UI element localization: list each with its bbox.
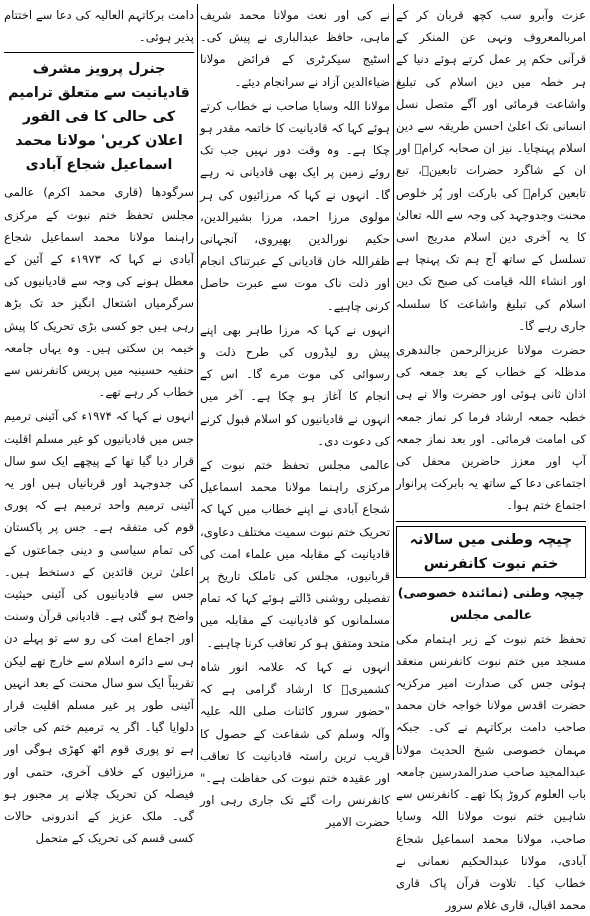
column-divider	[197, 4, 198, 760]
paragraph: انہوں نے کہا کہ علامہ انور شاہ کشمیریؒ کا ارشاد گرامی ہے کہ "حضور سرور کائنات صلی اللہ علیہ وآلہ وسلم کی شفاعت کے حصول کا قریب ترین راستہ قادیانیت کا تعاقب اور عقیدہ ختم نبوت کی حفاظت ہے۔" کانفرنس رات گئے تک جاری رہی اور حضرت الامیر	[200, 659, 390, 830]
paragraph: سرگودھا (قاری محمد اکرم) عالمی مجلس تحفظ ختم نبوت کے مرکزی راہنما مولانا محمد اسماعیل شجاع آبادی نے کہا کہ ۱۹۷۳ء کے آئین کے معطل ہونے کی وجہ سے قادیانیوں کی سرگرمیاں اشتعال انگیز حد تک بڑھ رہی ہیں جو کسی بڑی تحریک کا پیش خیمہ بن سکتی ہیں۔ وہ یہاں جامعہ حنفیہ حسینیہ میں پریس کانفرنس سے خطاب کر رہے تھے۔	[4, 185, 194, 400]
article-heading: جنرل پرویز مشرف قادیانیت سے متعلق ترامیم کی حالی کا فی الفور اعلان کریں' مولانا محمد اسماعیل شجاع آبادی	[8, 61, 190, 174]
paragraph: دامت برکاتہم العالیہ کی دعا سے اختتام پذیر ہوئی۔	[4, 8, 194, 45]
column-left	[4, 4, 194, 846]
paragraph: انہوں نے کہا کہ مرزا طاہر بھی اپنے پیش رو لیڈروں کی طرح ذلت و رسوائی کی موت مرے گا۔ اس کے انجام کا آغاز ہو چکا ہے۔ آخر میں انہوں نے قادیانیوں کو اسلام قبول کرنے کی دعوت دی۔	[200, 322, 390, 448]
article-heading: چیچہ وطنی میں سالانہ ختم نبوت کانفرنس	[396, 526, 586, 578]
article-byline: چیچہ وطنی (نمائندہ خصوصی) عالمی مجلس	[397, 584, 585, 622]
paragraph: نے کی اور نعت مولانا محمد شریف ماہی، حافظ عبدالباری نے پیش کی۔ اسٹیج سیکرٹری کے فرائض مولانا ضیاءالدین آزاد نے سرانجام دیئے۔	[200, 8, 390, 89]
column-middle	[200, 4, 390, 830]
paragraph: تحفظ ختم نبوت کے زیر اہتمام مکی مسجد میں ختم نبوت کانفرنس منعقد ہوئی جس کی صدارت امیر مرکزیہ حضرت اقدس مولانا خواجہ خان محمد صاحب دامت برکاتہم نے کی۔ جبکہ مہمان خصوصی شیخ الحدیث مولانا عبدالمجید صاحب صدرالمدرسین جامعہ باب العلوم کروڑ پکا تھے۔ کانفرنس سے شاہین ختم نبوت مولانا اللہ وسایا صاحب، مولانا محمد اسماعیل شجاع آبادی، مولانا عبدالحکیم نعمانی نے خطاب کیا۔ تلاوت قرآن پاک قاری محمد اقبال، قاری غلام سرور	[396, 631, 586, 913]
paragraph: عزت وآبرو سب کچھ قربان کر کے امربالمعروف ونہی عن المنکر کے قرآنی حکم پر عمل کرتے ہوئے دنیا کے ہر خطہ میں دین اسلام کی تبلیغ واشاعت فرمائی اور آگے متصل نسل انسانی تک اعلیٰ احسن طریقہ سے دین اسلام پہنچایا۔ نیز ان صحابہ کرامؓ اور ان کے شاگرد حضرات تابعینؒ، تبع تابعین کرامؒ کی بارکت اور پُر خلوص محنت وجدوجہد کی وجہ سے اللہ تعالیٰ کا یہ آخری دین اسلام مدریج اسی تسلسل کے ساتھ آج ہم تک پہنچا ہے اور انشاء اللہ قیامت کی صبح تک دین اسلام کی تبلیغ واشاعت کا سلسلہ جاری رہے گا۔	[396, 8, 586, 333]
divider	[396, 521, 586, 522]
paragraph: انہوں نے کہا کہ ۱۹۷۴ء کی آئینی ترمیم جس میں قادیانیوں کو غیر مسلم اقلیت قرار دیا گیا تھا کے پیچھے ایک سو سال کی جدوجہد اور قربانیاں ہیں اور یہ آئینی ترمیم واحد ترمیم ہے کہ پوری قوم کی متفقہ ہے۔ جس پر پاکستان کی تمام سیاسی و دینی جماعتوں کے اعلیٰ ترین قائدین کے دستخط ہیں۔ جس سے قادیانیوں کی آئینی حیثیت واضح ہو گئی ہے۔ قادیانی قرآن وسنت اور اجماع امت کی رو سے تو پہلے دن ہی سے دائرہ اسلام سے خارج تھے لیکن تقریباً ایک سو سال محنت کے بعد انہیں آئینی طور پر غیر مسلم اقلیت قرار دلوایا گیا۔ اگر یہ ترمیم ختم کی جاتی ہے تو پوری قوم اٹھ کھڑی ہوگی اور مرزائیوں کے خلاف آخری، حتمی اور فیصلہ کن تحریک چلانے پر مجبور ہو گی۔ ملک عزیز کے اندرونی حالات کسی قسم کی تحریک کے متحمل	[4, 409, 194, 846]
column-right	[396, 4, 586, 913]
divider	[4, 52, 194, 53]
column-divider	[393, 4, 394, 760]
paragraph: مولانا اللہ وسایا صاحب نے خطاب کرتے ہوئے کہا کہ قادیانیت کا خاتمہ مقدر ہو چکا ہے۔ وہ وقت دور نہیں جب تک روئے زمین پر ایک بھی قادیانی نہ رہے گا۔ انہوں نے کہا کہ مرزائیوں کی ہر مولوی مرزا احمد، مرزا بشیرالدین، حکیم نورالدین بھیروی، آنجہانی ظفراللہ خان قادیانی کے عبرتناک انجام اور ذلت ناک موت سے عبرت حاصل کرنی چاہیے۔	[200, 98, 390, 313]
paragraph: عالمی مجلس تحفظ ختم نبوت کے مرکزی راہنما مولانا محمد اسماعیل شجاع آبادی نے اپنے خطاب میں کہا کہ تحریک ختم نبوت سمیت مختلف دعاوی، قادیانیت کے مقابلہ میں علماء امت کی قربانیوں، مجلس کی تاملک تاریخ پر تفصیلی روشنی ڈالتے ہوئے کہا کہ تمام مسلمانوں کو قادیانیت کے مقابلہ میں متحد ومتفق ہو کر تعاقب کرنا چاہیے۔	[200, 458, 390, 650]
paragraph: حضرت مولانا عزیزالرحمن جالندھری مدظلہ کے خطاب کے بعد جمعہ کی اذان ثانی ہوئی اور حضرت والا نے ہی خطبہ جمعہ ارشاد فرما کر نماز جمعہ کی امامت فرمائی۔ اور بعد نماز جمعہ آپ اور معزز حاضرین محفل کی اجتماعی دعا کے ساتھ یہ بابرکت پرانوار اجتماع ختم ہوا۔	[396, 343, 586, 513]
